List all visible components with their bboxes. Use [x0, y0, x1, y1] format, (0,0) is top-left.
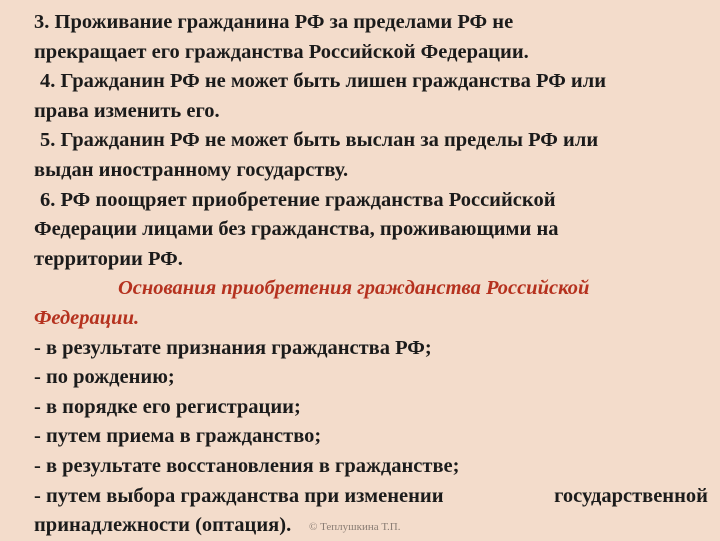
section-heading-line-1: Основания приобретения гражданства Российской — [118, 277, 590, 300]
paragraph-6-line-3: территории РФ. — [34, 247, 183, 270]
paragraph-3-line-1: 3. Проживание гражданина РФ за пределами РФ не — [34, 11, 514, 33]
paragraph-3-line-2: прекращает его гражданства Российской Федерации. — [34, 40, 529, 63]
ground-item: - в результате признания гражданства РФ; — [34, 336, 432, 359]
ground-item: - в порядке его регистрации; — [34, 395, 301, 418]
copyright-footer: © Теплушкина Т.П. — [309, 521, 401, 533]
slide-text — [34, 8, 714, 541]
ground-item-last-part-1: - путем выбора гражданства при изменении — [34, 484, 444, 507]
section-heading-line-2: Федерации. — [34, 306, 140, 329]
paragraph-4-line-1: 4. Гражданин РФ не может быть лишен гражданства РФ или — [40, 70, 607, 93]
ground-item: - по рождению; — [34, 366, 175, 389]
ground-item-last-line-2: принадлежности (оптация). — [34, 514, 292, 537]
paragraph-6-line-1: 6. РФ поощряет приобретение гражданства Российской — [40, 188, 556, 211]
paragraph-6-line-2: Федерации лицами без гражданства, проживающими на — [34, 218, 559, 241]
ground-item-last — [34, 482, 708, 512]
ground-item: - в результате восстановления в гражданстве; — [34, 454, 460, 477]
ground-item: - путем приема в гражданство; — [34, 425, 322, 448]
ground-item-last-part-2: государственной — [554, 484, 708, 507]
paragraph-4-line-2: права изменить его. — [34, 99, 220, 122]
paragraph-5-line-2: выдан иностранному государству. — [34, 158, 349, 181]
paragraph-5-line-1: 5. Гражданин РФ не может быть выслан за пределы РФ или — [40, 129, 599, 152]
